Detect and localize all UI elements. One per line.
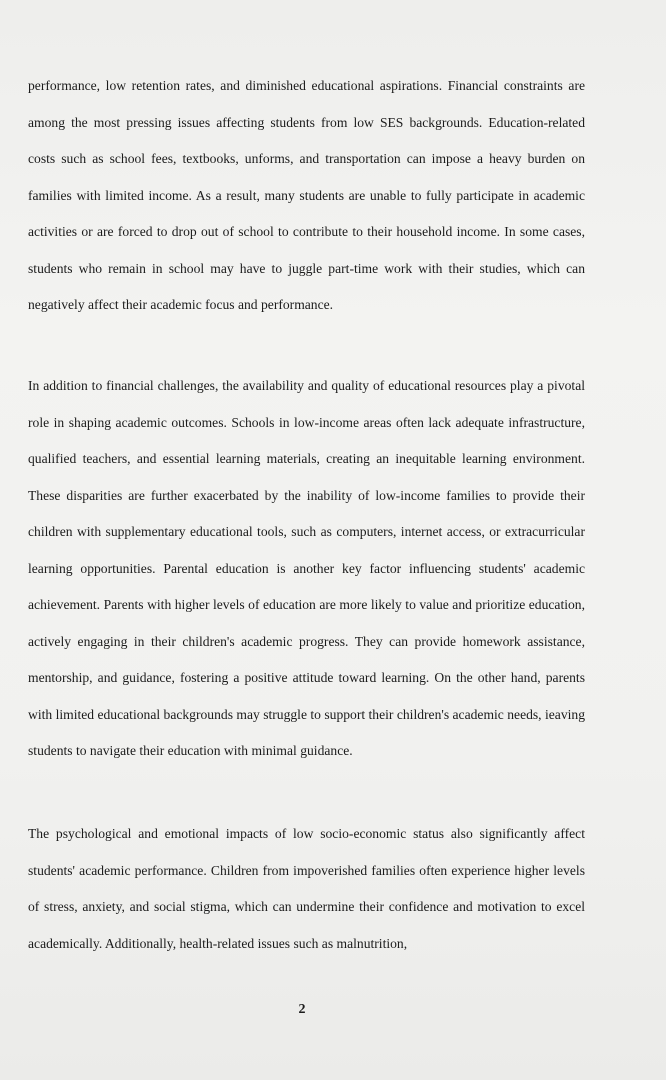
page-number: 2: [298, 1002, 306, 1017]
paragraph-educational-resources: In addition to financial challenges, the availability and quality of educational resources play a pivotal role in shaping academic outcomes. Schools in low-income areas often lack adequate infrastructure, qualified teachers, and essential learning materials, creating an inequitable learning environment. These disparities are further exacerbated by the inability of low-income families to provide their children with supplementary educational tools, such as computers, internet access, or extracurricular learning opportunities. Parental education is another key factor influencing students' academic achievement. Parents with higher levels of education are more likely to value and prioritize education, actively engaging in their children's academic progress. They can provide homework assistance, mentorship, and guidance, fostering a positive attitude toward learning. On the other hand, parents with limited educational backgrounds may struggle to support their children's academic needs, ieaving students to navigate their education with minimal guidance.: [28, 378, 585, 758]
paragraph-psychological-impacts: The psychological and emotional impacts of low socio-economic status also significantly affect students' academic performance. Children from impoverished families often experience higher levels of stress, anxiety, and social stigma, which can undermine their confidence and motivation to excel academically. Additionally, health-related issues such as malnutrition,: [28, 826, 585, 951]
paragraph-financial-constraints: performance, low retention rates, and diminished educational aspirations. Financial constraints are among the most pressing issues affecting students from low SES backgrounds. Education-related costs such as school fees, textbooks, unforms, and transportation can impose a heavy burden on families with limited income. As a result, many students are unable to fully participate in academic activities or are forced to drop out of school to contribute to their household income. In some cases, students who remain in school may have to juggle part-time work with their studies, which can negatively affect their academic focus and performance.: [28, 78, 585, 312]
